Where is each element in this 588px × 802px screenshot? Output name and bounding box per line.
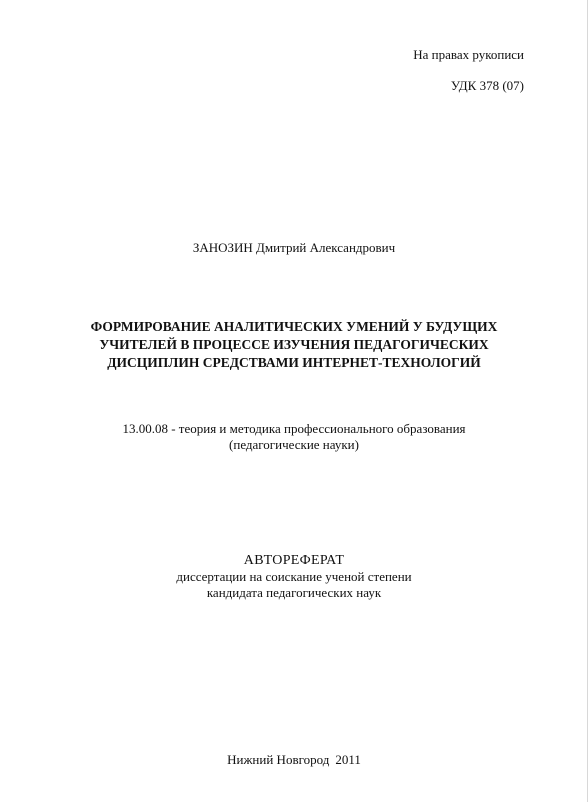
specialty-code-line: 13.00.08 - теория и методика профессионального образования [122, 421, 466, 436]
genre-line: диссертации на соискание ученой степени [176, 569, 412, 584]
genre-heading: АВТОРЕФЕРАТ [243, 553, 345, 568]
title-line: ФОРМИРОВАНИЕ АНАЛИТИЧЕСКИХ УМЕНИЙ У БУДУЩИХ [90, 319, 498, 334]
title-line: УЧИТЕЛЕЙ В ПРОЦЕССЕ ИЗУЧЕНИЯ ПЕДАГОГИЧЕСКИХ [99, 337, 489, 352]
specialty-science-line: (педагогические науки) [229, 437, 359, 452]
author-name: ЗАНОЗИН Дмитрий Александрович [192, 240, 396, 255]
degree-line: кандидата педагогических наук [206, 585, 382, 600]
manuscript-rights-note: На правах рукописи [413, 47, 524, 62]
year: 2011 [335, 752, 361, 767]
specialty-block [0, 421, 588, 453]
city: Нижний Новгород [227, 752, 330, 767]
genre-block [0, 553, 588, 601]
udk-code: УДК 378 (07) [450, 78, 524, 93]
place-and-year [0, 752, 588, 768]
title-line: ДИСЦИПЛИН СРЕДСТВАМИ ИНТЕРНЕТ-ТЕХНОЛОГИЙ [107, 355, 481, 370]
dissertation-title [0, 318, 588, 372]
